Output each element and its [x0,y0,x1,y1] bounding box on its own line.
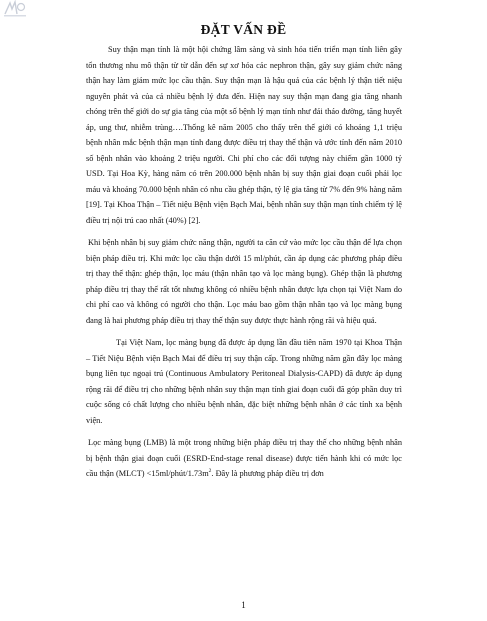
paragraph-4-tail: . Đây là phương pháp điều trị đơn [211,469,324,478]
paragraph-4 [86,435,402,482]
paragraph-1: Suy thận mạn tính là một hội chứng lâm sàng và sinh hóa tiến triển mạn tính liên gây tổn thương nhu mô thận từ từ dẫn đến sự xơ hóa các nephron thận, gây suy giảm chức năng thận hay làm giảm mức lọc cầu thận. Suy thận mạn là hậu quả của các bệnh lý thận tiết niệu nguyên phát và của cả nhiều bệnh lý đưa đến. Hiện nay suy thận mạn đang gia tăng nhanh chóng trên thế giới do sự gia tăng của một số bệnh lý mạn tính như đái tháo đường, tăng huyết áp, ung thư, nhiễm trùng….Thống kê năm 2005 cho thấy trên thế giới có khoảng 1,1 triệu bệnh nhân mắc bệnh thận mạn tính đang được điều trị thay thế thận và ước tính đến năm 2010 số bệnh nhân vào khoảng 2 triệu người. Chi phí cho các đối tượng này chiếm gần 1000 tỷ USD. Tại Hoa Kỳ, hàng năm có trên 200.000 bệnh nhân bị suy thận giai đoạn cuối phải lọc máu và khoảng 70.000 bệnh nhân có nhu cầu ghép thận, tỷ lệ gia tăng từ 7% đến 9% hàng năm [19]. Tại Khoa Thận – Tiết niệu Bệnh viện Bạch Mai, bệnh nhân suy thận mạn tính chiếm tỷ lệ điều trị nội trú cao nhất (40%) [2]. [86,45,402,225]
superscript: 2 [208,468,212,475]
paragraph-2: Khi bệnh nhân bị suy giảm chức năng thận, người ta căn cứ vào mức lọc cầu thận để lựa chọn biện pháp điều trị. Khi mức lọc cầu thận dưới 15 ml/phút, cần áp dụng các phương pháp điều trị thay thế thận: ghép thận, lọc máu (thận nhân tạo và lọc màng bụng). Ghép thận là phương pháp điều trị thay thế rất tốt nhưng không có nhiều bệnh nhân được lựa chọn tại Việt Nam do chi phí cao và không có người cho thận. Lọc máu bao gồm thận nhân tạo và lọc màng bụng đang là hai phương pháp điều trị thay thế thận suy được thực hành rộng rãi và hiệu quả. [86,238,402,325]
paragraph-4-text: Lọc màng bụng (LMB) là một trong những biện pháp điều trị thay thế cho những bệnh nhân bị bệnh thận giai đoạn cuối (ESRD-End-stage renal disease) được tiến hành khi có mức lọc cầu thận (MLCT) <15ml/phút/1.73m [86,438,402,478]
page-title: ĐẶT VẤN ĐỀ [200,22,287,37]
page-number: 1 [241,600,246,610]
paragraph-3: Tại Việt Nam, lọc màng bụng đã được áp dụng lần đầu tiên năm 1970 tại Khoa Thận – Tiết Niệu Bệnh viện Bạch Mai để điều trị suy thận cấp. Trong những năm gần đây lọc màng bụng liên tục ngoại trú (Continuous Ambulatory Peritoneal Dialysis-CAPD) đã được áp dụng rộng rãi để điều trị cho những bệnh nhân suy thận mạn tính giai đoạn cuối đã góp phần duy trì cuộc sống có chất lượng cho nhiều bệnh nhân, đặc biệt những bệnh nhân ở các tỉnh xa bệnh viện. [86,338,402,425]
watermark-logo-icon [2,0,28,18]
document-body [86,42,402,489]
